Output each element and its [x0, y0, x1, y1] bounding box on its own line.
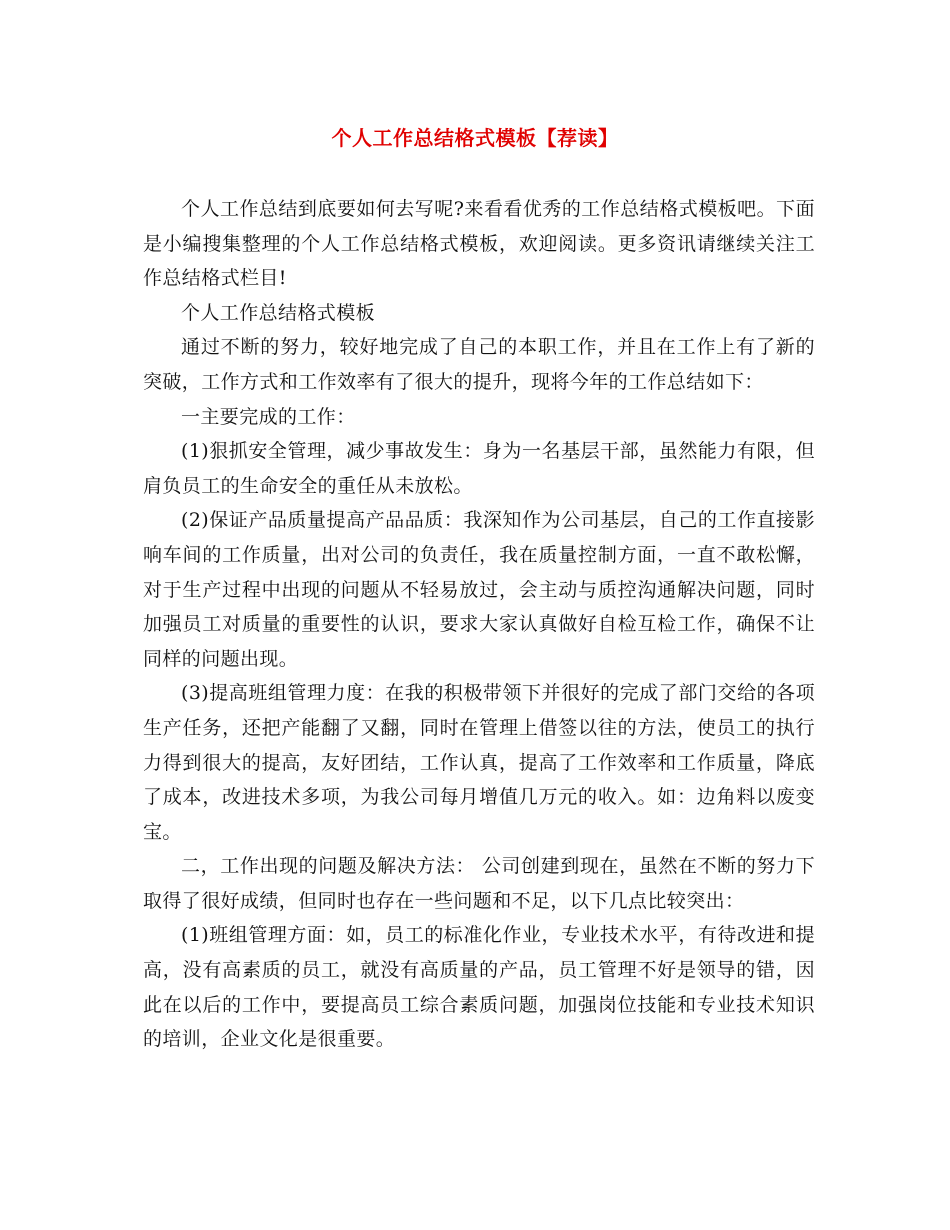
- document-body: [143, 192, 815, 1057]
- paragraph-item-quality: (2)保证产品质量提高产品品质：我深知作为公司基层，自己的工作直接影响车间的工作质量，出对公司的负责任，我在质量控制方面，一直不敢松懈，对于生产过程中出现的问题从不轻易放过，会主动与质控沟通解决问题，同时加强员工对质量的重要性的认识，要求大家认真做好自检互检工作，确保不让同样的问题出现。: [143, 509, 815, 670]
- paragraph-intro: 个人工作总结到底要如何去写呢?来看看优秀的工作总结格式模板吧。下面是小编搜集整理的个人工作总结格式模板，欢迎阅读。更多资讯请继续关注工作总结格式栏目!: [143, 198, 815, 290]
- paragraph-item-safety: (1)狠抓安全管理，减少事故发生：身为一名基层干部，虽然能力有限，但肩负员工的生命安全的重任从未放松。: [143, 440, 815, 497]
- paragraph-subtitle: 个人工作总结格式模板: [181, 301, 376, 324]
- paragraph-section-one-heading: 一主要完成的工作：: [181, 405, 356, 428]
- paragraph-section-two-heading: 二，工作出现的问题及解决方法： 公司创建到现在，虽然在不断的努力下取得了很好成绩，但同时也存在一些问题和不足，以下几点比较突出：: [143, 855, 815, 912]
- paragraph-item-team-management: (3)提高班组管理力度：在我的积极带领下并很好的完成了部门交给的各项生产任务，还把产能翻了又翻，同时在管理上借签以往的方法，使员工的执行力得到很大的提高，友好团结，工作认真，提高了工作效率和工作质量，降底了成本，改进技术多项，为我公司每月增值几万元的收入。如：边角料以废变宝。: [143, 682, 815, 843]
- document-title: 个人工作总结格式模板【荐读】: [331, 126, 619, 150]
- paragraph-overview: 通过不断的努力，较好地完成了自己的本职工作，并且在工作上有了新的突破，工作方式和工作效率有了很大的提升，现将今年的工作总结如下：: [143, 336, 815, 393]
- paragraph-item-team-issues: (1)班组管理方面：如，员工的标准化作业，专业技术水平，有待改进和提高，没有高素质的员工，就没有高质量的产品，员工管理不好是领导的错，因此在以后的工作中，要提高员工综合素质问题，加强岗位技能和专业技术知识的培训，企业文化是很重要。: [143, 924, 815, 1051]
